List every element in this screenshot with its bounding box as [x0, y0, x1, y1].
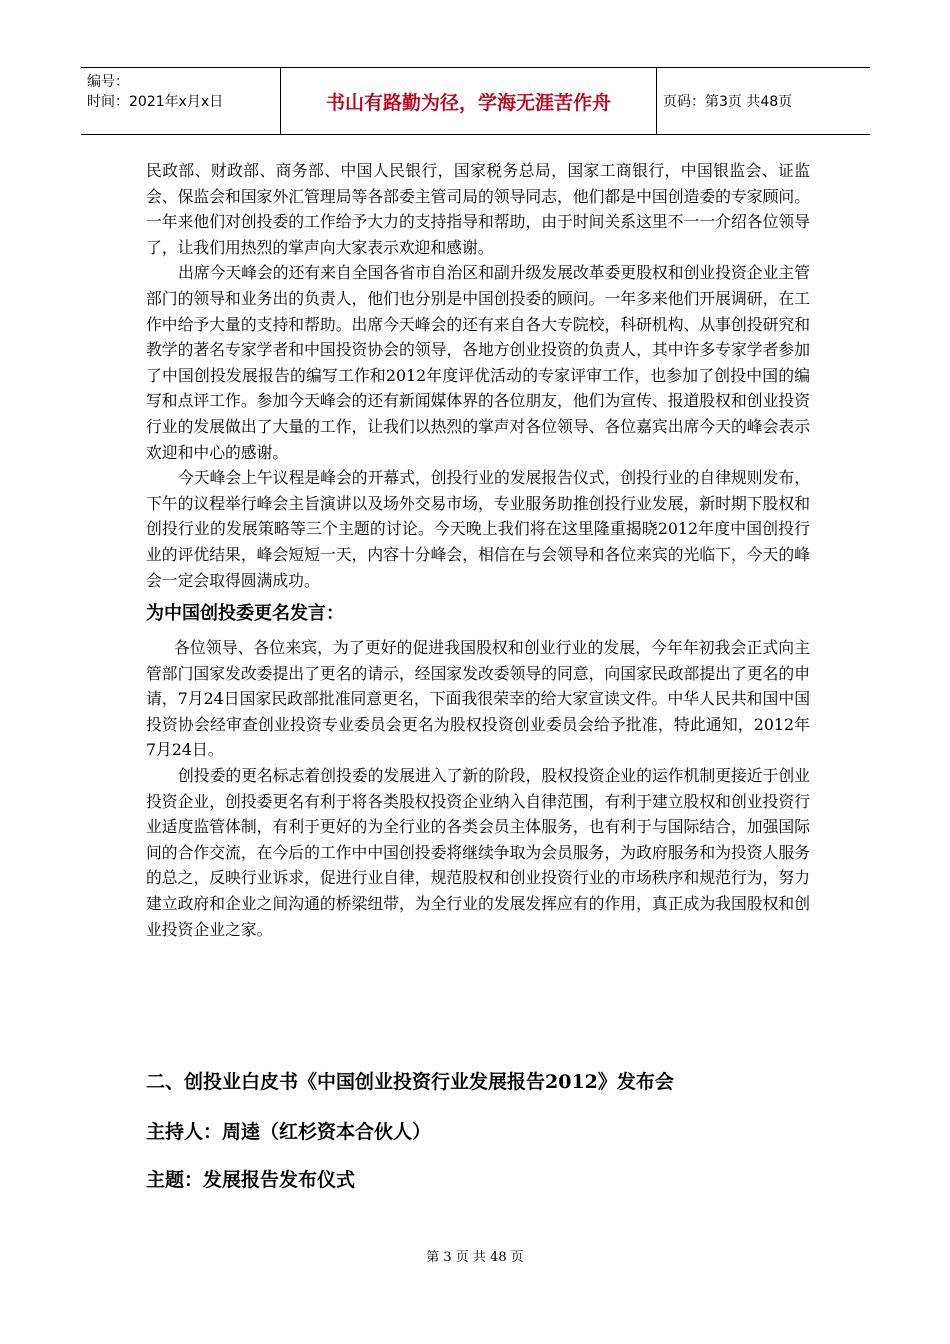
header-info [81, 68, 281, 134]
section-host: 主持人：周逵（红杉资本合伙人） [146, 1121, 432, 1143]
speech-heading: 为中国创投委更名发言： [146, 603, 344, 625]
paragraph-officials: 民政部、财政部、商务部、中国人民银行，国家税务总局，国家工商银行，中国银监会、证监会、保监会和国家外汇管理局等各部委主管司局的领导同志，他们都是中国创造委的专家顾问。一年来他们对创投委的工作给予大力的支持指导和帮助，由于时间关系这里不一一介绍各位领导了，让我们用热烈的掌声向大家表示欢迎和感谢。 [146, 161, 810, 257]
document-number-label: 编号： [87, 74, 129, 90]
paragraph-rename-notice: 各位领导、各位来宾，为了更好的促进我国股权和创业行业的发展，今年年初我会正式向主管部门国家发改委提出了更名的请示，经国家发改委领导的同意，向国家民政部提出了更名的申请，7月24日国家民政部批准同意更名，下面我很荣幸的给大家宣读文件。中华人民共和国中国投资协会经审查创业投资专业委员会更名为股权投资创业委员会给予批准，特此通知，2012年7月24日。 [146, 638, 810, 760]
page-header [81, 67, 870, 135]
header-motto: 书山有路勤为径，学海无涯苦作舟 [281, 68, 657, 134]
paragraph-agenda: 今天峰会上午议程是峰会的开幕式，创投行业的发展报告仪式，创投行业的自律规则发布，下午的议程举行峰会主旨演讲以及场外交易市场，专业服务助推创投行业发展，新时期下股权和创投行业的发展策略等三个主题的讨论。今天晚上我们将在这里隆重揭晓2012年度中国创投行业的评优结果，峰会短短一天，内容十分峰会，相信在与会领导和各位来宾的光临下，今天的峰会一定会取得圆满成功。 [146, 468, 810, 590]
section-heading-whitepaper: 二、创投业白皮书《中国创业投资行业发展报告2012》发布会 [146, 1071, 674, 1093]
page-footer: 第 3 页 共 48 页 [426, 1250, 524, 1265]
paragraph-rename-significance: 创投委的更名标志着创投委的发展进入了新的阶段，股权投资企业的运作机制更接近于创业投资企业，创投委更名有利于将各类股权投资企业纳入自律范围，有利于建立股权和创业投资行业适度监管体制，有利于更好的为全行业的各类会员主体服务，也有利于与国际结合，加强国际间的合作交流，在今后的工作中中国创投委将继续争取为会员服务，为政府服务和为投资人服务的总之，反映行业诉求，促进行业自律，规范股权和创业投资行业的市场秩序和规范行为，努力建立政府和企业之间沟通的桥梁纽带，为全行业的发展发挥应有的作用，真正成为我国股权和创业投资企业之家。 [146, 766, 810, 939]
header-page-number: 页码：第3页 共48页 [663, 94, 793, 110]
paragraph-attendees: 出席今天峰会的还有来自全国各省市自治区和副升级发展改革委更股权和创业投资企业主管部门的领导和业务出的负责人，他们也分别是中国创投委的顾问。一年多来他们开展调研，在工作中给予大量的支持和帮助。出席今天峰会的还有来自各大专院校，科研机构、从事创投研究和教学的著名专家学者和中国投资协会的领导，各地方创业投资的负责人，其中许多专家学者参加了中国创投发展报告的编写工作和2012年度评优活动的专家评审工作，也参加了创投中国的编写和点评工作。参加今天峰会的还有新闻媒体界的各位朋友，他们为宣传、报道股权和创业投资行业的发展做出了大量的工作，让我们以热烈的掌声对各位领导、各位嘉宾出席今天的峰会表示欢迎和中心的感谢。 [146, 263, 810, 462]
document-time-label: 时间：2021年x月x日 [87, 94, 224, 110]
section-topic: 主题：发展报告发布仪式 [146, 1169, 356, 1191]
document-body [146, 158, 810, 942]
